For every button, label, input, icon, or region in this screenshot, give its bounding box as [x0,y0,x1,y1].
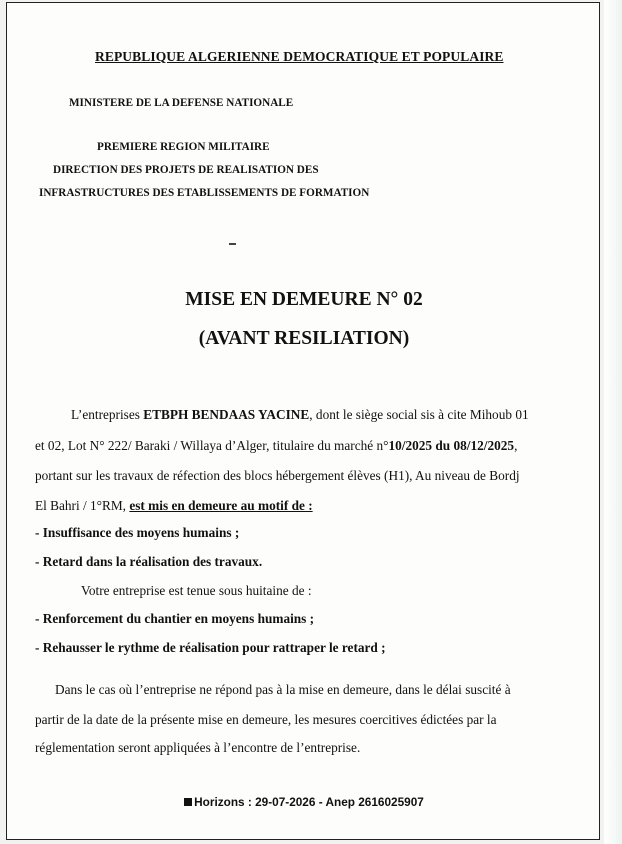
publication-footer [7,795,601,809]
header-direction-line1: DIRECTION DES PROJETS DE REALISATION DES [53,164,319,176]
injunction-item: - Rehausser le rythme de réalisation pour rattraper le retard ; [35,640,386,655]
text-span: , dont le siège social sis à cite Mihoub 01 [309,407,529,422]
company-name: ETBPH BENDAAS YACINE [143,407,310,422]
paragraph1-line4 [35,498,313,514]
text-span: et 02, Lot N° 222/ Baraki / Willaya d’Alger, titulaire du marché n° [35,438,389,453]
injunction-intro: Votre entreprise est tenue sous huitaine de : [81,583,312,598]
paragraph2-line1: Dans le cas où l’entreprise ne répond pas à la mise en demeure, dans le délai suscité à [55,682,511,697]
paragraph2-line2: partir de la date de la présente mise en demeure, les mesures coercitives édictées par la [35,712,497,727]
text-span: El Bahri / 1°RM, [35,498,130,513]
page-edge [604,0,622,844]
motif-item: - Retard dans la réalisation des travaux. [35,554,263,569]
header-region: PREMIERE REGION MILITAIRE [97,141,270,153]
notice-page [6,2,600,840]
footer-text: Horizons : 29-07-2026 - Anep 2616025907 [194,795,424,809]
motif-heading: est mis en demeure au motif de : [129,498,313,513]
notice-subtitle: (AVANT RESILIATION) [198,328,410,349]
header-republic: REPUBLIQUE ALGERIENNE DEMOCRATIQUE ET POPULAIRE [95,49,504,64]
square-bullet-icon [184,798,192,806]
notice-title: MISE EN DEMEURE N° 02 [185,289,423,310]
text-span: L’entreprises [71,407,144,422]
paragraph1-line2 [35,438,517,454]
paragraph1-line1 [71,407,529,423]
paragraph2-line3: réglementation seront appliquées à l’encontre de l’entreprise. [35,740,361,755]
injunction-item: - Renforcement du chantier en moyens humains ; [35,611,315,626]
separator-mark [229,243,236,245]
text-span: , [514,438,518,453]
contract-reference: 10/2025 du 08/12/2025 [388,438,515,453]
header-direction-line2: INFRASTRUCTURES DES ETABLISSEMENTS DE FORMATION [39,187,370,199]
motif-item: - Insuffisance des moyens humains ; [35,525,240,540]
paragraph1-line3: portant sur les travaux de réfection des blocs hébergement élèves (H1), Au niveau de Bordj [35,468,520,483]
header-ministry: MINISTERE DE LA DEFENSE NATIONALE [69,97,294,109]
